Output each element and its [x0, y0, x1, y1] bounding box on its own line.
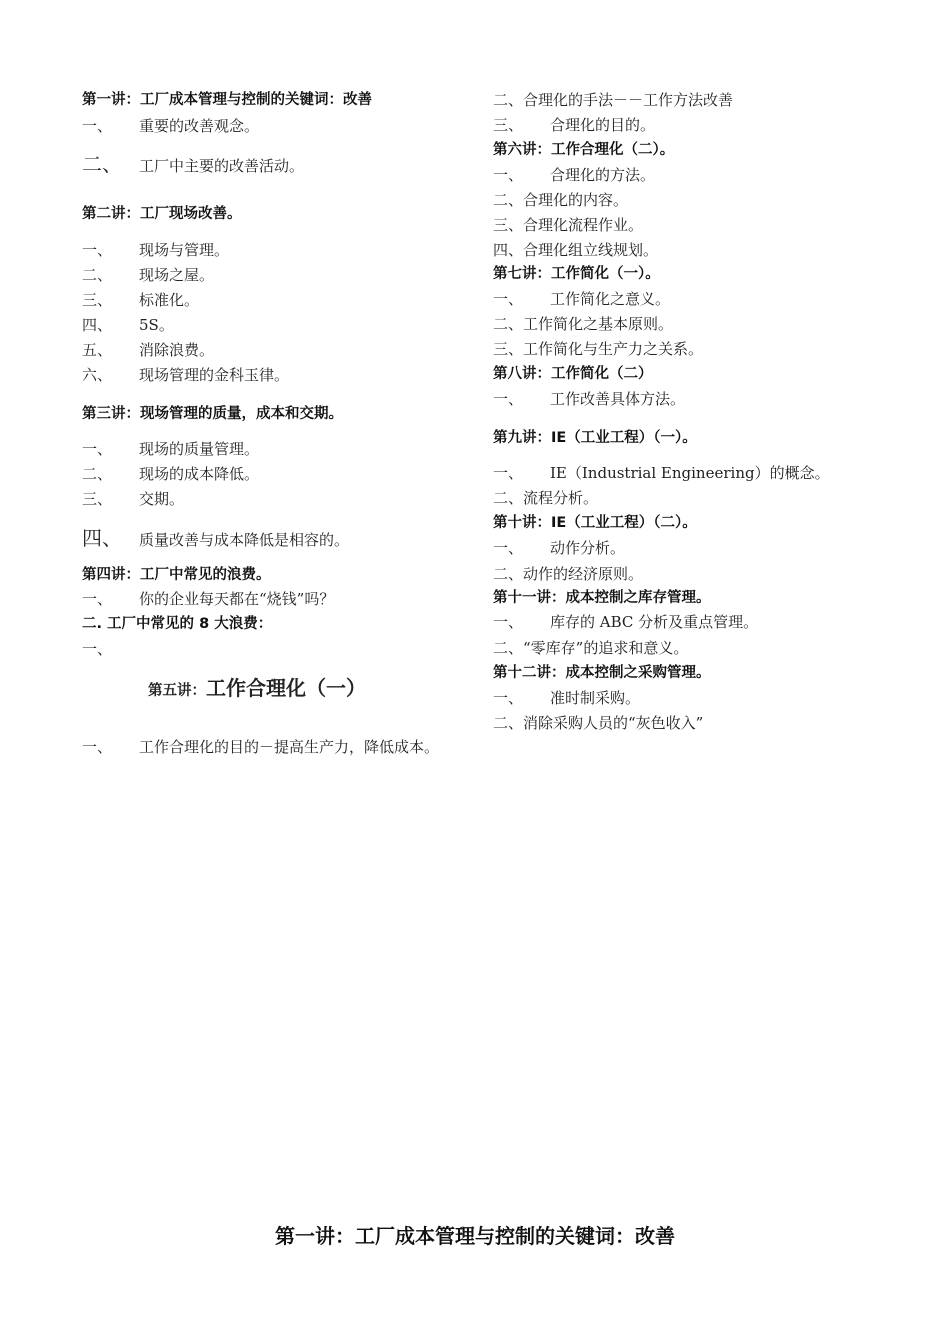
list-item: 一、 准时制采购。 — [493, 689, 641, 707]
lecture-1-title: 第一讲：工厂成本管理与控制的关键词：改善 — [82, 92, 372, 108]
list-item: 一、 IE（Industrial Engineering）的概念。 — [493, 464, 830, 482]
list-item: 一、 你的企业每天都在“烧钱”吗？ — [82, 590, 335, 608]
list-item: 一、 现场的质量管理。 — [82, 440, 260, 458]
list-item: 一、 重要的改善观念。 — [82, 117, 260, 135]
list-item: 一、 — [82, 640, 113, 658]
list-item: 四、 质量改善与成本降低是相容的。 — [82, 526, 350, 550]
section-heading: 第一讲：工厂成本管理与控制的关键词：改善 — [275, 1224, 675, 1248]
lecture-8-title: 第八讲：工作简化（二） — [493, 366, 653, 382]
list-item: 四、合理化组立线规划。 — [493, 241, 659, 259]
list-item: 一、 合理化的方法。 — [493, 166, 656, 184]
list-item: 三、 交期。 — [82, 490, 185, 508]
list-item: 四、 5S。 — [82, 316, 174, 334]
list-item: 三、 标准化。 — [82, 291, 200, 309]
lecture-9-title: 第九讲：IE（工业工程）（一）。 — [493, 430, 697, 446]
lecture-12-title: 第十二讲：成本控制之采购管理。 — [493, 665, 711, 681]
lecture-3-title: 第三讲：现场管理的质量，成本和交期。 — [82, 406, 343, 422]
list-item: 六、 现场管理的金科玉律。 — [82, 366, 290, 384]
lecture-10-title: 第十讲：IE（工业工程）（二）。 — [493, 515, 697, 531]
lecture-7-title: 第七讲：工作简化（一）。 — [493, 266, 660, 282]
lecture-4-subheading: 二. 工厂中常见的 8 大浪费： — [82, 616, 273, 632]
list-item: 一、 工作简化之意义。 — [493, 290, 671, 308]
list-item: 二、工作简化之基本原则。 — [493, 315, 674, 333]
list-item: 三、工作简化与生产力之关系。 — [493, 340, 704, 358]
list-item: 二、消除采购人员的“灰色收入” — [493, 714, 704, 732]
lecture-2-title: 第二讲：工厂现场改善。 — [82, 206, 242, 222]
lecture-11-title: 第十一讲：成本控制之库存管理。 — [493, 590, 711, 606]
list-item: 五、 消除浪费。 — [82, 341, 215, 359]
list-item: 一、 工作合理化的目的－提高生产力，降低成本。 — [82, 738, 440, 756]
lecture-5-title: 第五讲：工作合理化（一） — [148, 676, 366, 700]
list-item: 一、 工作改善具体方法。 — [493, 390, 686, 408]
list-item: 二、 现场的成本降低。 — [82, 465, 260, 483]
list-item: 二、 工厂中主要的改善活动。 — [82, 152, 305, 176]
list-item: 一、 现场与管理。 — [82, 241, 230, 259]
list-item: 二、 现场之屋。 — [82, 266, 215, 284]
list-item: 二、动作的经济原则。 — [493, 565, 644, 583]
list-item: 二、流程分析。 — [493, 489, 599, 507]
list-item: 一、 库存的 ABC 分析及重点管理。 — [493, 613, 759, 631]
list-item: 二、“零库存”的追求和意义。 — [493, 639, 689, 657]
list-item: 二、合理化的内容。 — [493, 191, 629, 209]
lecture-4-title: 第四讲：工厂中常见的浪费。 — [82, 567, 271, 583]
list-item: 三、 合理化的目的。 — [493, 116, 656, 134]
list-item: 三、合理化流程作业。 — [493, 216, 644, 234]
list-item: 二、合理化的手法－－工作方法改善 — [493, 91, 734, 109]
list-item: 一、 动作分析。 — [493, 539, 626, 557]
lecture-6-title: 第六讲：工作合理化（二）。 — [493, 142, 675, 158]
